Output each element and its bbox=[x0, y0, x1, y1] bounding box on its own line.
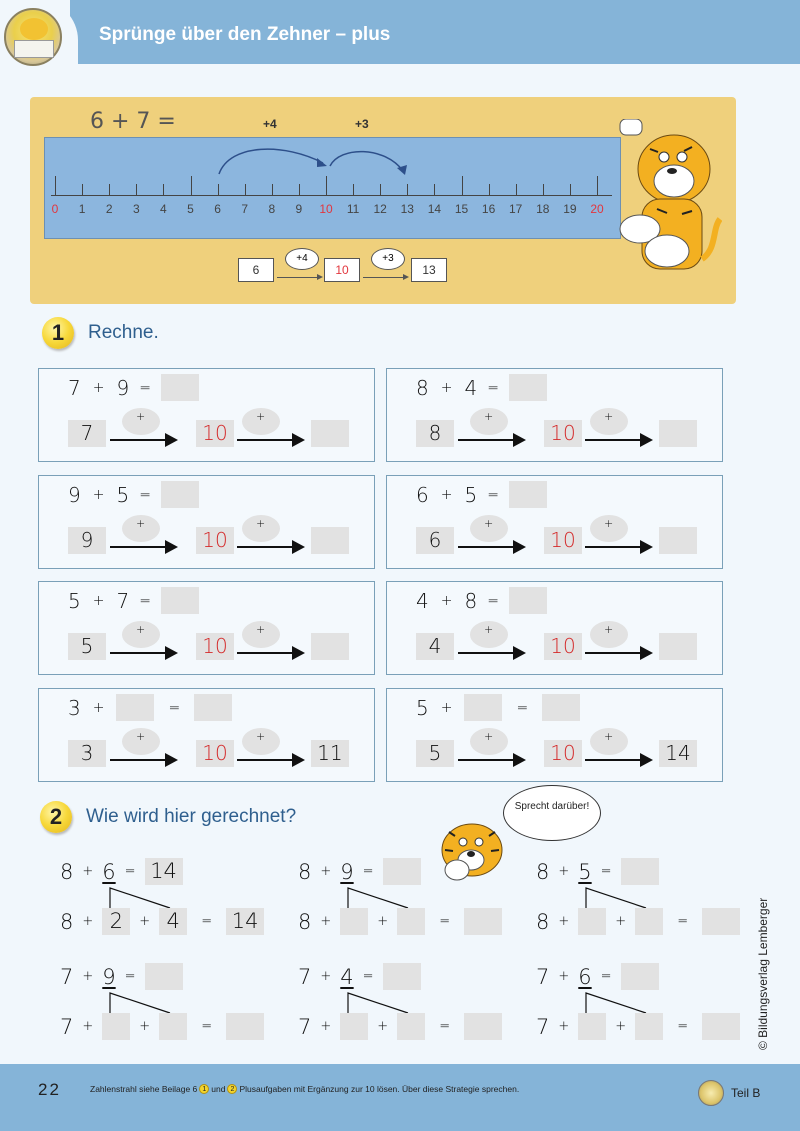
task1-number-badge: 1 bbox=[42, 317, 74, 349]
decomposition-bottom-row bbox=[60, 908, 264, 935]
addend-a: 7 bbox=[298, 964, 312, 989]
exercise-equation bbox=[68, 374, 199, 401]
result-input[interactable] bbox=[383, 963, 421, 990]
copyright-notice: © Bildungsverlag Lemberger bbox=[756, 897, 770, 1050]
step2-input[interactable]: + bbox=[242, 621, 280, 648]
result-input[interactable] bbox=[161, 374, 199, 401]
jump-label-1: +4 bbox=[263, 117, 277, 131]
tiger-mascot-icon bbox=[612, 119, 722, 279]
equals-sign: = bbox=[600, 969, 612, 984]
exercise-equation bbox=[416, 374, 547, 401]
decomposition-bottom-row bbox=[60, 1013, 264, 1040]
arrow-icon bbox=[237, 759, 301, 761]
plus-sign: + bbox=[377, 914, 389, 929]
flow-arrow-1 bbox=[277, 277, 321, 278]
arrow-icon bbox=[585, 652, 649, 654]
result-input[interactable] bbox=[621, 858, 659, 885]
addend-a: 3 bbox=[68, 695, 81, 720]
part1-input[interactable] bbox=[102, 1013, 130, 1040]
footer-note bbox=[90, 1084, 519, 1094]
result-input[interactable] bbox=[509, 481, 547, 508]
addend-a: 4 bbox=[416, 588, 429, 613]
page-title: Sprünge über den Zehner – plus bbox=[99, 24, 391, 45]
start-value: 5 bbox=[68, 633, 106, 660]
step1-input[interactable]: + bbox=[470, 728, 508, 755]
addend-b: 8 bbox=[464, 588, 478, 613]
split-lines-icon bbox=[584, 991, 664, 1015]
flow-start-box: 6 bbox=[238, 258, 274, 282]
start-value: 8 bbox=[416, 420, 454, 447]
exercise-equation bbox=[68, 694, 232, 721]
step2-input[interactable]: + bbox=[242, 515, 280, 542]
number-line-label: 8 bbox=[268, 202, 276, 216]
end-value-input: 14 bbox=[659, 740, 697, 767]
ten-value: 10 bbox=[196, 527, 234, 554]
plus-sign: + bbox=[558, 914, 570, 929]
split-lines-icon bbox=[108, 886, 188, 910]
addend-a: 7 bbox=[536, 964, 550, 989]
part2-input: 4 bbox=[159, 908, 187, 935]
task2-number-badge: 2 bbox=[40, 801, 72, 833]
decomposition-top-row bbox=[60, 858, 183, 885]
total-input[interactable] bbox=[226, 1013, 264, 1040]
plus-sign: + bbox=[320, 864, 332, 879]
ten-value: 10 bbox=[544, 633, 582, 660]
task1-instruction: Rechne. bbox=[88, 322, 159, 343]
plus-sign: + bbox=[377, 1019, 389, 1034]
exercise-box bbox=[386, 475, 723, 569]
step1-input[interactable]: + bbox=[470, 621, 508, 648]
addend-a: 5 bbox=[416, 695, 429, 720]
footer-note-post: Plusaufgaben mit Ergänzung zur 10 lösen. Über diese Strategie sprechen. bbox=[239, 1084, 520, 1094]
equals-sign: = bbox=[487, 592, 499, 609]
decomposition-bottom-row bbox=[536, 908, 740, 935]
number-line-label: 20 bbox=[590, 202, 604, 216]
footer-badge-1: 1 bbox=[199, 1084, 209, 1094]
addend-a: 5 bbox=[68, 588, 81, 613]
end-value-input[interactable] bbox=[311, 527, 349, 554]
total-input[interactable] bbox=[702, 1013, 740, 1040]
number-line-label: 11 bbox=[346, 202, 360, 216]
addend-a: 8 bbox=[60, 859, 74, 884]
flow-step1-oval: +4 bbox=[285, 248, 319, 270]
jump-arrows-icon bbox=[45, 138, 622, 240]
equals-sign: = bbox=[139, 592, 151, 609]
flow-arrow-2 bbox=[363, 277, 407, 278]
number-line-illustration bbox=[30, 97, 736, 304]
plus-sign: + bbox=[92, 699, 105, 716]
arrow-icon bbox=[110, 439, 174, 441]
addend-a: 9 bbox=[68, 482, 81, 507]
equals-sign: = bbox=[124, 864, 136, 879]
step1-input[interactable]: + bbox=[470, 515, 508, 542]
plus-sign: + bbox=[82, 1019, 94, 1034]
illustration-equation: 6 + 7 = bbox=[90, 109, 176, 134]
decomposition-bottom-row bbox=[298, 1013, 502, 1040]
ten-value: 10 bbox=[544, 740, 582, 767]
arrow-icon bbox=[458, 759, 522, 761]
decomposition-top-row bbox=[298, 963, 421, 990]
plus-sign: + bbox=[440, 699, 453, 716]
part1-input[interactable] bbox=[578, 1013, 606, 1040]
addend-b: 5 bbox=[464, 482, 478, 507]
plus-sign: + bbox=[558, 1019, 570, 1034]
exercise-equation bbox=[416, 694, 580, 721]
exercise-box bbox=[386, 688, 723, 782]
number-line-label: 10 bbox=[319, 202, 333, 216]
plus-sign: + bbox=[320, 1019, 332, 1034]
decomposition-top-row bbox=[60, 963, 183, 990]
total-input[interactable] bbox=[464, 908, 502, 935]
addend-a: 7 bbox=[60, 964, 74, 989]
equals-sign: = bbox=[139, 379, 151, 396]
number-line-label: 19 bbox=[563, 202, 577, 216]
result-input[interactable] bbox=[161, 481, 199, 508]
arrow-icon bbox=[110, 546, 174, 548]
exercise-equation bbox=[416, 481, 547, 508]
addend-b: 9 bbox=[340, 859, 354, 884]
number-line-label: 4 bbox=[160, 202, 167, 216]
step2-input[interactable]: + bbox=[590, 621, 628, 648]
number-line-label: 14 bbox=[427, 202, 442, 216]
part-tiger-icon bbox=[698, 1080, 724, 1106]
speech-bubble-text: Sprecht darüber! bbox=[514, 801, 590, 812]
ten-value: 10 bbox=[544, 420, 582, 447]
plus-sign: + bbox=[440, 592, 453, 609]
header-logo-tab bbox=[0, 0, 78, 70]
start-value: 4 bbox=[416, 633, 454, 660]
ten-value: 10 bbox=[196, 740, 234, 767]
plus-sign: + bbox=[440, 379, 453, 396]
result-input[interactable] bbox=[509, 374, 547, 401]
addend-a: 7 bbox=[536, 1014, 550, 1039]
start-value: 6 bbox=[416, 527, 454, 554]
plus-sign: + bbox=[92, 592, 105, 609]
arrow-icon bbox=[585, 439, 649, 441]
exercise-equation bbox=[68, 481, 199, 508]
plus-sign: + bbox=[320, 914, 332, 929]
equals-sign: = bbox=[677, 1019, 689, 1034]
exercise-box bbox=[38, 688, 375, 782]
number-line-label: 6 bbox=[214, 202, 221, 216]
plus-sign: + bbox=[82, 914, 94, 929]
ten-value: 10 bbox=[196, 420, 234, 447]
result-input: 14 bbox=[145, 858, 183, 885]
part1-input[interactable] bbox=[340, 908, 368, 935]
step1-input[interactable]: + bbox=[122, 728, 160, 755]
arrow-icon bbox=[237, 652, 301, 654]
addend-b: 6 bbox=[102, 859, 116, 884]
equals-sign: = bbox=[516, 699, 529, 716]
total-input: 14 bbox=[226, 908, 264, 935]
flow-end-box: 13 bbox=[411, 258, 447, 282]
number-line-label: 2 bbox=[105, 202, 113, 216]
arrow-icon bbox=[458, 652, 522, 654]
decomposition-bottom-row bbox=[536, 1013, 740, 1040]
arrow-icon bbox=[110, 759, 174, 761]
plus-sign: + bbox=[440, 486, 453, 503]
addend-a: 7 bbox=[68, 375, 81, 400]
plus-sign: + bbox=[139, 914, 151, 929]
flow-middle-box: 10 bbox=[324, 258, 360, 282]
exercise-box bbox=[386, 368, 723, 462]
part-label: Teil B bbox=[731, 1086, 761, 1100]
number-line-label: 9 bbox=[295, 202, 303, 216]
total-input[interactable] bbox=[464, 1013, 502, 1040]
decomposition-top-row bbox=[536, 963, 659, 990]
number-line-label: 17 bbox=[509, 202, 523, 216]
arrow-icon bbox=[458, 439, 522, 441]
result-input[interactable] bbox=[161, 587, 199, 614]
result-input[interactable] bbox=[621, 963, 659, 990]
ten-value: 10 bbox=[196, 633, 234, 660]
end-value-input: 11 bbox=[311, 740, 349, 767]
step2-input[interactable]: + bbox=[590, 515, 628, 542]
page-number: 22 bbox=[38, 1080, 61, 1099]
plus-sign: + bbox=[558, 969, 570, 984]
footer-bar bbox=[0, 1064, 800, 1131]
arrow-icon bbox=[585, 546, 649, 548]
step1-input[interactable]: + bbox=[122, 621, 160, 648]
equals-sign: = bbox=[139, 486, 151, 503]
decomposition-top-row bbox=[298, 858, 421, 885]
addend-a: 6 bbox=[416, 482, 429, 507]
step2-input[interactable]: + bbox=[242, 408, 280, 435]
number-line-label: 0 bbox=[51, 202, 59, 216]
split-lines-icon bbox=[584, 886, 664, 910]
equals-sign: = bbox=[439, 914, 451, 929]
exercise-box bbox=[38, 475, 375, 569]
footer-note-pre: Zahlenstrahl siehe Beilage 6 bbox=[90, 1084, 198, 1094]
addend-b: 9 bbox=[102, 964, 116, 989]
exercise-box bbox=[38, 368, 375, 462]
split-lines-icon bbox=[346, 886, 426, 910]
addend-b: 5 bbox=[116, 482, 130, 507]
result-input[interactable] bbox=[509, 587, 547, 614]
equals-sign: = bbox=[487, 486, 499, 503]
end-value-input[interactable] bbox=[311, 633, 349, 660]
step1-input[interactable]: + bbox=[122, 408, 160, 435]
addend-b: 4 bbox=[464, 375, 478, 400]
task2-instruction: Wie wird hier gerechnet? bbox=[86, 806, 297, 827]
exercise-equation bbox=[416, 587, 547, 614]
equals-sign: = bbox=[201, 914, 213, 929]
addend-b: 7 bbox=[116, 588, 130, 613]
result-input[interactable] bbox=[194, 694, 232, 721]
number-line-label: 13 bbox=[400, 202, 414, 216]
step1-input[interactable]: + bbox=[122, 515, 160, 542]
addend-a: 8 bbox=[416, 375, 429, 400]
flow-step2-oval: +3 bbox=[371, 248, 405, 270]
footer-note-mid: und bbox=[211, 1084, 226, 1094]
addend-a: 8 bbox=[298, 859, 312, 884]
ten-value: 10 bbox=[544, 527, 582, 554]
start-value: 5 bbox=[416, 740, 454, 767]
plus-sign: + bbox=[82, 864, 94, 879]
plus-sign: + bbox=[92, 486, 105, 503]
number-line bbox=[44, 137, 621, 239]
start-value: 7 bbox=[68, 420, 106, 447]
split-lines-icon bbox=[346, 991, 426, 1015]
equals-sign: = bbox=[487, 379, 499, 396]
number-line-label: 18 bbox=[536, 202, 550, 216]
addend-b: 5 bbox=[578, 859, 592, 884]
start-value: 9 bbox=[68, 527, 106, 554]
arrow-icon bbox=[237, 546, 301, 548]
addend-a: 8 bbox=[298, 909, 312, 934]
arrow-icon bbox=[237, 439, 301, 441]
equals-sign: = bbox=[362, 864, 374, 879]
equals-sign: = bbox=[600, 864, 612, 879]
jump-label-2: +3 bbox=[355, 117, 369, 131]
plus-sign: + bbox=[82, 969, 94, 984]
tiger-logo-icon bbox=[4, 8, 62, 66]
addend-a: 8 bbox=[60, 909, 74, 934]
equals-sign: = bbox=[439, 1019, 451, 1034]
split-lines-icon bbox=[108, 991, 188, 1015]
total-input[interactable] bbox=[702, 908, 740, 935]
exercise-box bbox=[38, 581, 375, 675]
equals-sign: = bbox=[168, 699, 181, 716]
task2-heading bbox=[40, 801, 296, 833]
part2-input[interactable] bbox=[159, 1013, 187, 1040]
addend-a: 8 bbox=[536, 859, 550, 884]
part2-input[interactable] bbox=[635, 1013, 663, 1040]
addend-b-input[interactable] bbox=[464, 694, 502, 721]
equals-sign: = bbox=[201, 1019, 213, 1034]
addend-b: 6 bbox=[578, 964, 592, 989]
addend-a: 7 bbox=[60, 1014, 74, 1039]
plus-sign: + bbox=[92, 379, 105, 396]
plus-sign: + bbox=[558, 864, 570, 879]
plus-sign: + bbox=[615, 914, 627, 929]
equals-sign: = bbox=[677, 914, 689, 929]
number-line-label: 7 bbox=[241, 202, 249, 216]
part1-input[interactable] bbox=[578, 908, 606, 935]
thinking-tiger-icon bbox=[437, 820, 507, 884]
part2-input[interactable] bbox=[397, 1013, 425, 1040]
number-line-label: 16 bbox=[481, 202, 496, 216]
part2-input[interactable] bbox=[397, 908, 425, 935]
decomposition-top-row bbox=[536, 858, 659, 885]
decomposition-bottom-row bbox=[298, 908, 502, 935]
number-line-label: 3 bbox=[132, 202, 140, 216]
task1-heading bbox=[42, 317, 159, 349]
exercise-box bbox=[386, 581, 723, 675]
step2-input[interactable]: + bbox=[242, 728, 280, 755]
plus-sign: + bbox=[139, 1019, 151, 1034]
exercise-equation bbox=[68, 587, 199, 614]
number-line-label: 15 bbox=[454, 202, 469, 216]
part2-input[interactable] bbox=[635, 908, 663, 935]
part1-input[interactable] bbox=[340, 1013, 368, 1040]
number-line-label: 12 bbox=[373, 202, 387, 216]
equals-sign: = bbox=[362, 969, 374, 984]
result-input[interactable] bbox=[145, 963, 183, 990]
addend-b: 4 bbox=[340, 964, 354, 989]
step2-input[interactable]: + bbox=[590, 408, 628, 435]
addend-a: 8 bbox=[536, 909, 550, 934]
addend-b-input[interactable] bbox=[116, 694, 154, 721]
step2-input[interactable]: + bbox=[590, 728, 628, 755]
number-line-label: 5 bbox=[187, 202, 194, 216]
arrow-icon bbox=[458, 546, 522, 548]
start-value: 3 bbox=[68, 740, 106, 767]
plus-sign: + bbox=[615, 1019, 627, 1034]
end-value-input[interactable] bbox=[659, 633, 697, 660]
result-input[interactable] bbox=[542, 694, 580, 721]
result-input[interactable] bbox=[383, 858, 421, 885]
number-line-label: 1 bbox=[78, 202, 86, 216]
arrow-icon bbox=[110, 652, 174, 654]
addend-b: 9 bbox=[116, 375, 130, 400]
arrow-icon bbox=[585, 759, 649, 761]
end-value-input[interactable] bbox=[659, 420, 697, 447]
end-value-input[interactable] bbox=[659, 527, 697, 554]
footer-badge-2: 2 bbox=[227, 1084, 237, 1094]
equals-sign: = bbox=[124, 969, 136, 984]
step1-input[interactable]: + bbox=[470, 408, 508, 435]
end-value-input[interactable] bbox=[311, 420, 349, 447]
addend-a: 7 bbox=[298, 1014, 312, 1039]
part1-input: 2 bbox=[102, 908, 130, 935]
speech-bubble bbox=[503, 785, 601, 841]
plus-sign: + bbox=[320, 969, 332, 984]
